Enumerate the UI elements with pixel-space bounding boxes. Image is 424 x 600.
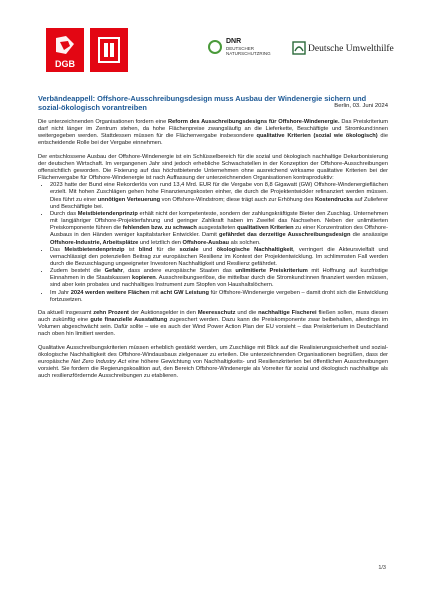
b3-text-h: ökologische Nachhaltigkeit: [216, 246, 293, 253]
b3-text-b: Meistbietendenprinzip: [64, 246, 125, 253]
p3-text-a: Da aktuell insgesamt: [38, 309, 94, 316]
intro-text-b: Reform des Ausschreibungsdesigns für Offshore-Windenergie.: [168, 119, 340, 125]
b2-text-l: Offshore-Ausbau: [182, 239, 229, 246]
list-item: [50, 290, 388, 304]
b3-text-e: für die: [152, 246, 180, 253]
b1-text-e: auf Zulieferer und Beschäftigte bei.: [50, 196, 389, 210]
list-item: [50, 247, 388, 268]
list-item: [50, 182, 388, 211]
b5-text-c: mit: [149, 289, 161, 296]
context-paragraph: Der entschlossene Ausbau der Offshore-Windenergie ist ein Schlüsselbereich für die sozial und ökologisch nachhaltige Dekarbonisierung der deutschen Wirtschaft. Im vergangenen Jahr sind jedoch erhebliche Schwachstellen in der Konzeption der Offshore-Ausschreibungen offensichtlich geworden. Die Fixierung auf das höchstbietende Unternehmen ohne ausreichend wirksame qualitative Kriterien bei der Flächenvergabe für Offshore-Windenergie ist nach Auffassung der unterzeichnenden Organisationen kontraproduktiv:: [38, 153, 388, 182]
b5-text-d: acht GW Leistung: [160, 289, 209, 296]
b3-text-d: blind: [138, 246, 153, 253]
p4-text-a: Qualitative Ausschreibungskriterien müssen erheblich gestärkt werden, um Zuschläge mit Blick auf die Realisierungssicherheit und sozial-ökologische Nachhaltigkeit des Offshore-Windausbaus zielgenauer zu erteilen. Die unterzeichnenden Organisationen begrüßen, dass der europäische: [38, 344, 388, 365]
p3-text-b: zehn Prozent: [93, 309, 129, 316]
p4-text-b: Net Zero Industry Act: [71, 358, 127, 365]
b2-text-j: Offshore-Industrie, Arbeitsplätze: [50, 239, 139, 246]
b1-text-d: Kostendrucks: [314, 196, 353, 203]
b3-text-f: soziale: [179, 246, 199, 253]
funding-paragraph: [38, 310, 388, 339]
p3-text-c: der Auktionsgelder in den: [128, 309, 198, 316]
dnr-logo-name: DNR: [226, 38, 242, 45]
b2-text-a: Durch das: [50, 210, 78, 217]
intro-text-a: Die unterzeichnenden Organisationen fordern eine: [38, 119, 169, 125]
b2-text-e: ausgestalteten: [196, 225, 237, 232]
p3-text-i: zugeschert werden. Dazu kann die Preiskomponente zwar beibehalten, allerdings im Volumen abgeschwächt sein. Dafür sollte – wie es auch der Wind Power Action Plan der EU vorsieht – das Preiskriterium in Deutschland nach oben hin limitiert werden.: [38, 317, 388, 338]
intro-text-d: qualitative Kriterien (sozial wie ökologisch): [256, 133, 378, 140]
b4-text-e: mit Hoffnung auf kurzfristige Einnahmen in die Staatskassen: [50, 268, 388, 282]
intro-text-c: Das Preiskriterium darf nicht länger im Zentrum stehen, da hohe Flächenpreise zwangsläufig an die Lieferkette, Beschäftigte und Stromkund:innen weitergegeben werden. Stattdessen müssen für die Flächenvergabe insbesondere: [38, 119, 388, 140]
p3-text-g: fließen sollen, muss diesen auch zukünftig eine: [38, 309, 388, 324]
b5-text-e: für Offshore-Windenergie vergeben – damit droht sich die Entwicklung fortzusetzen.: [50, 289, 389, 303]
p3-text-f: nachhaltige Fischerei: [258, 309, 317, 316]
b2-text-h: gefährdet das derzeitige Ausschreibungsdesign: [219, 232, 351, 239]
b4-text-g: . Ausschreibungserlöse, die mittelbar durch die Stromkund:innen finanziert werden müssen, sind aber kein probates und nachhaltiges Instrument zum Stopfen von Haushaltslöchern.: [50, 275, 388, 289]
p4-text-c: eine höhere Gewichtung von Nachhaltigkeits- und Resilienzkriterien bei öffentlichen Ausschreibungen vorsieht. Sie fordern die Regierungskoalition auf, den Bereich Offshore-Windenergie als Vorreiter für sozial und ökologisch nachhaltige als auch resilienzfördernde Ausschreibungen zu etablieren.: [38, 358, 388, 380]
b2-text-d: fehlenden bzw. zu schwach: [122, 225, 197, 232]
b3-text-i: , verringert die Akteursvielfalt und vernachlässigt den potenziellen Beitrag zur europäischen Resilienz im Kontext der Projektentwicklung. Im schlimmsten Fall werden durch die Bezuschlagung ungeeigneter Investoren Nachhaltigkeit und Resilienz gefährdet.: [50, 246, 389, 267]
b2-text-g: zu einer Konzentration des Offshore-Ausbaus in den Händen weniger kapitalstarker Entwickler. Damit: [50, 225, 388, 239]
b3-text-g: und: [198, 246, 217, 253]
b4-text-f: kopieren: [132, 275, 156, 282]
igmetall-logo: [90, 28, 128, 72]
duh-mark-icon: [292, 41, 306, 55]
intro-text-e: die entscheidende Rolle bei der Vergabe einnehmen.: [38, 133, 388, 147]
logo-bar: [46, 28, 394, 74]
b2-text-k: und letztlich den: [138, 239, 183, 246]
b1-text-a: 2023 hatte der Bund eine Rekorderlös von rund 13,4 Mrd. EUR für die Vergabe von 8,8 Gigawatt (GW) Offshore-Windenergieflächen erzielt. Mit hohen Zuschlägen gehen hohe Finanzierungskosten einher, die durch die Projektentwickler refinanziert werden müssen. Dies führt zu einer: [50, 182, 388, 203]
list-item: [50, 211, 388, 247]
b2-text-m: als solchen.: [229, 239, 261, 246]
b2-text-f: qualitativen Kriterien: [236, 225, 294, 232]
dnr-circle-icon: [208, 40, 222, 54]
b4-text-a: Zudem besteht die: [50, 268, 105, 275]
b4-text-d: unlimitierte Preiskriterium: [235, 268, 308, 275]
document-date: Berlin, 03. Juni 2024: [334, 103, 388, 109]
page-number: 1/3: [378, 565, 386, 571]
b2-text-b: Meistbietendenprinzip: [77, 210, 138, 217]
b5-text-a: Im Jahr: [50, 289, 71, 296]
dnr-logo: [208, 32, 271, 72]
dgb-logo-text: DGB: [55, 59, 75, 69]
b2-text-c: erhält nicht der kompetenteste, sondern der zahlungskräftigste Bieter den Zuschlag. Unternehmen mit langjähriger Offshore-Projekterfahrung und geringer Zahlkraft haben im Zweifel das Nachsehen. Neben der unlimitierten Preiskomponente führen die: [50, 210, 388, 232]
b4-text-c: , dass andere europäische Staaten das: [122, 268, 236, 275]
b1-text-c: von Offshore-Windstrom; diese trägt auch zur Erhöhung des: [160, 196, 315, 203]
p3-text-e: und die: [235, 309, 259, 316]
dnr-logo-subtitle: DEUTSCHER NATURSCHUTZRING: [226, 46, 271, 56]
duh-logo: [292, 38, 394, 68]
header-row: [38, 94, 388, 112]
igmetall-mark-icon: [96, 34, 122, 66]
list-item: [50, 268, 388, 289]
b1-text-b: unnötigen Verteuerung: [97, 196, 161, 203]
b4-text-b: Gefahr: [104, 268, 123, 275]
p3-text-h: gute finanzielle Ausstattung: [90, 317, 168, 324]
document-body: [38, 94, 388, 386]
intro-paragraph: [38, 119, 388, 148]
b3-text-c: ist: [124, 246, 139, 253]
b5-text-b: 2024 werden weitere Flächen: [70, 289, 150, 296]
criteria-paragraph: [38, 345, 388, 381]
b3-text-a: Das: [50, 246, 65, 253]
page-title: Verbändeappell: Offshore-Ausschreibungsdesign muss Ausbau der Windenergie sichern und sozial-ökologisch vorantreiben: [38, 94, 367, 112]
b2-text-i: die ansässige: [350, 232, 388, 239]
p3-text-d: Meeresschutz: [197, 309, 236, 316]
problem-list: [38, 182, 388, 304]
duh-logo-text: Deutsche Umwelthilfe: [308, 44, 394, 54]
dgb-logo: [46, 28, 84, 72]
dgb-mark-icon: [54, 34, 76, 56]
